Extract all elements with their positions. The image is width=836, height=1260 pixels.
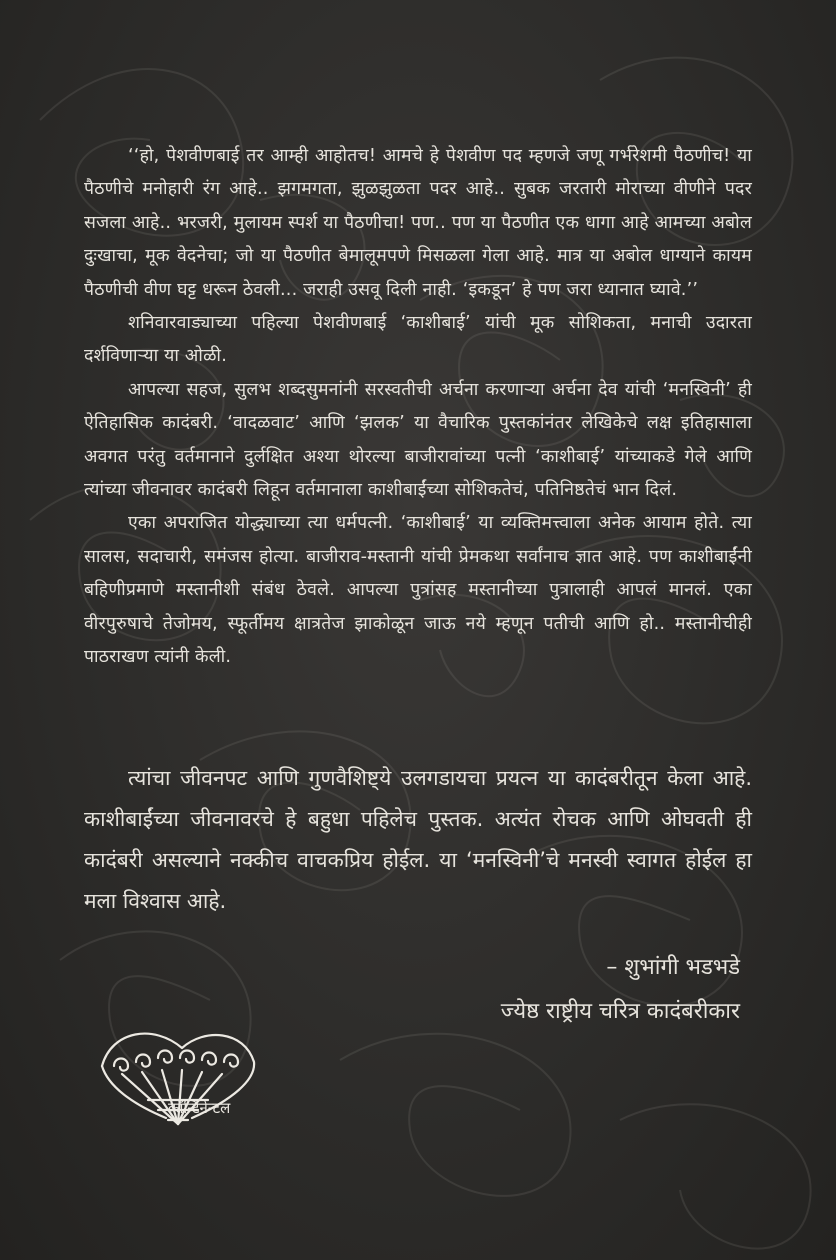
publisher-name: कॉन्टिनेन्टल [168, 1099, 231, 1117]
blurb-text [84, 140, 752, 675]
signature-block [501, 946, 740, 1034]
quote-paragraph: ‘‘हो, पेशवीणबाई तर आम्ही आहोतच! आमचे हे पेशवीण पद म्हणजे जणू गर्भरेशमी पैठणीच! या पैठणीचे मनोहारी रंग आहे.. झगमगता, झुळझुळता पदर आहे.. सुबक जरतारी मोराच्या वीणीने पदर सजला आहे.. भरजरी, मुलायम स्पर्श या पैठणीचा! पण.. पण या पैठणीत एक धागा आहे आमच्या अबोल दुःखाचा, मूक वेदनेचा; जो या पैठणीत बेमालूमपणे मिसळला गेला आहे. मात्र या अबोल धाग्याने कायम पैठणीची वीण घट्ट धरून ठेवली... जराही उसवू दिली नाही. ‘इकडून’ हे पण जरा ध्यानात घ्यावे.’’ [84, 146, 752, 300]
closing-paragraph: त्यांचा जीवनपट आणि गुणवैशिष्ट्ये उलगडायचा प्रयत्न या कादंबरीतून केला आहे. काशीबाईंच्या जीवनावरचे हे बहुधा पहिलेच पुस्तक. अत्यंत रोचक आणि ओघवती ही कादंबरी असल्याने नक्कीच वाचकप्रिय होईल. या ‘मनस्विनी’चे मनस्वी स्वागत होईल हा मला विश्वास आहे. [84, 766, 752, 913]
blurb-paragraph-4: एका अपराजित योद्ध्याच्या त्या धर्मपत्नी. ‘काशीबाई’ या व्यक्तिमत्त्वाला अनेक आयाम होते. त्या सालस, सदाचारी, समंजस होत्या. बाजीराव-मस्तानी यांची प्रेमकथा सर्वांनाच ज्ञात आहे. पण काशीबाईंनी बहिणीप्रमाणे मस्तानीशी संबंध ठेवले. आपल्या पुत्रांसह मस्तानीच्या पुत्रालाही आपलं मानलं. एका वीरपुरुषाचे तेजोमय, स्फूर्तीमय क्षात्रतेज झाकोळून जाऊ नये म्हणून पतीची आणि हो.. मस्तानीचीही पाठराखण त्यांनी केली. [84, 513, 752, 668]
closing-text [84, 758, 752, 922]
blurb-paragraph-2: शनिवारवाड्याच्या पहिल्या पेशवीणबाई ‘काशीबाई’ यांची मूक सोशिकता, मनाची उदारता दर्शविणाऱ्या या ओळी. [84, 313, 752, 367]
author-designation: ज्येष्ठ राष्ट्रीय चरित्र कादंबरीकार [500, 999, 740, 1024]
blurb-paragraph-3: आपल्या सहज, सुलभ शब्दसुमनांनी सरस्वतीची अर्चना करणाऱ्या अर्चना देव यांची ‘मनस्विनी’ ही ऐतिहासिक कादंबरी. ‘वादळवाट’ आणि ‘झलक’ या वैचारिक पुस्तकांनंतर लेखिकेचे लक्ष इतिहासाला अवगत परंतु वर्तमानाने दुर्लक्षित अश्या थोरल्या बाजीरावांच्या पत्नी ‘काशीबाई’ यांच्याकडे गेले आणि त्यांच्या जीवनावर कादंबरी लिहून वर्तमानाला काशीबाईंच्या सोशिकतेचं, पतिनिष्ठतेचं भान दिलं. [84, 379, 752, 501]
author-name: – शुभांगी भडभडे [606, 955, 740, 980]
